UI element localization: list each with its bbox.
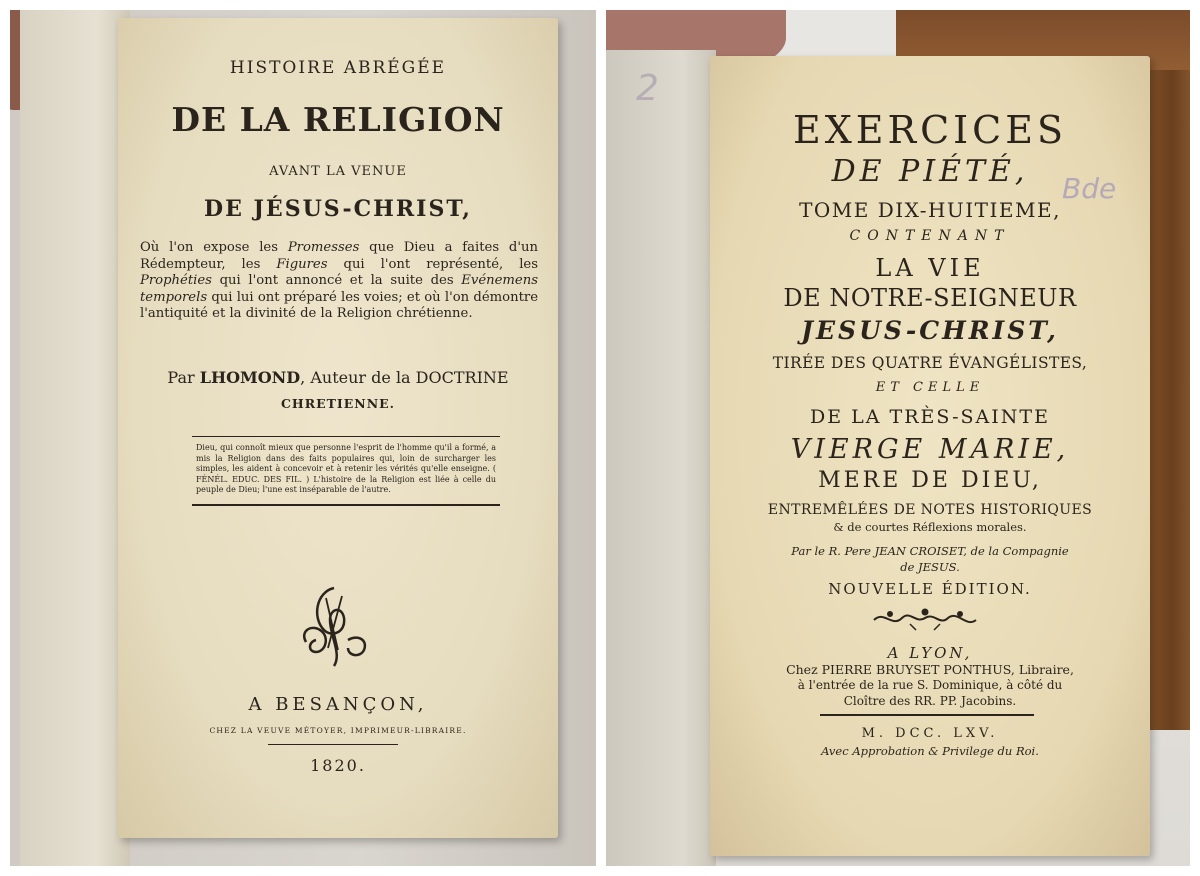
title-line-4: CONTENANT xyxy=(849,228,1011,244)
main-title: DE LA RELIGION xyxy=(171,100,505,139)
description-paragraph: Où l'on expose les Promesses que Dieu a faites d'un Rédempteur, les Figures qui l'ont représenté, les Prophéties qui l'ont annoncé et la suite des Evénemens temporels qui lui ont préparé les voies; et où l'on démontre l'antiquité et la divinité de la Religion chrétienne. xyxy=(140,240,538,321)
divider xyxy=(268,744,398,745)
imprint-printer: CHEZ LA VEUVE MÉTOYER, IMPRIMEUR-LIBRAIRE. xyxy=(209,726,467,735)
photo-right-book xyxy=(606,10,1190,866)
imprint-printer-3: Cloître des RR. PP. Jacobins. xyxy=(843,694,1017,708)
epigraph-quote: Dieu, qui connoît mieux que personne l'esprit de l'homme qu'il a formé, a mis la Religion dans des faits populaires qui, loin de surcharger les simples, les aident à concevoir et à retenir les vérités qu'elle enseigne. ( FÉNÉL. EDUC. DES FIL. ) L'histoire de la Religion est liée à celle du peuple de Dieu; l'une est inséparable de l'autre. xyxy=(192,436,500,506)
pencil-annotation: Bde xyxy=(1062,172,1117,205)
title-line-9: ET CELLE xyxy=(875,380,985,395)
title-line-11: VIERGE MARIE, xyxy=(790,434,1070,465)
title-page-left xyxy=(118,18,558,838)
title-line-14: & de courtes Réflexions morales. xyxy=(833,520,1027,534)
subtitle-subject: DE JÉSUS-CHRIST, xyxy=(204,196,472,222)
author-line-2: de JESUS. xyxy=(900,560,960,574)
title-line-8: TIRÉE DES QUATRE ÉVANGÉLISTES, xyxy=(772,354,1088,372)
title-line-12: MERE DE DIEU, xyxy=(818,468,1042,493)
title-line-10: DE LA TRÈS-SAINTE xyxy=(810,406,1050,428)
floral-ornament xyxy=(870,604,980,632)
privilege-line: Avec Approbation & Privilege du Roi. xyxy=(821,744,1039,758)
imprint-city: A BESANÇON, xyxy=(248,694,428,715)
subtitle-before: AVANT LA VENUE xyxy=(269,164,407,179)
imprint-printer-2: à l'entrée de la rue S. Dominique, à côté du xyxy=(797,678,1063,692)
author-line: Par le R. Pere JEAN CROISET, de la Compagnie xyxy=(791,544,1069,558)
title-line-13: ENTREMÊLÉES DE NOTES HISTORIQUES xyxy=(767,502,1093,518)
imprint-city: A LYON, xyxy=(887,644,973,662)
imprint-year: M. DCC. LXV. xyxy=(861,726,999,741)
title-line-7: JESUS-CHRIST, xyxy=(801,316,1059,345)
title-line-5: LA VIE xyxy=(875,254,985,282)
imprint-year: 1820. xyxy=(310,756,366,775)
title-line-3: TOME DIX-HUITIEME, xyxy=(799,198,1061,222)
title-page-right xyxy=(710,56,1150,856)
title-line-6: DE NOTRE-SEIGNEUR xyxy=(783,284,1077,312)
divider xyxy=(820,714,1034,716)
monogram-emblem xyxy=(286,578,382,674)
edition-line: NOUVELLE ÉDITION. xyxy=(828,580,1032,598)
author-line: Par LHOMOND, Auteur de la DOCTRINE xyxy=(167,368,509,387)
photo-left-book xyxy=(10,10,596,866)
handwritten-note: 2 xyxy=(636,68,659,109)
title-line-2: DE PIÉTÉ, xyxy=(831,154,1029,189)
title-line-1: EXERCICES xyxy=(792,108,1068,152)
endpaper xyxy=(20,10,130,866)
author-line-2: CHRETIENNE. xyxy=(280,396,396,411)
endpaper xyxy=(606,50,716,866)
header-text: HISTOIRE ABRÉGÉE xyxy=(229,58,447,78)
imprint-printer-1: Chez PIERRE BRUYSET PONTHUS, Libraire, xyxy=(786,662,1074,677)
